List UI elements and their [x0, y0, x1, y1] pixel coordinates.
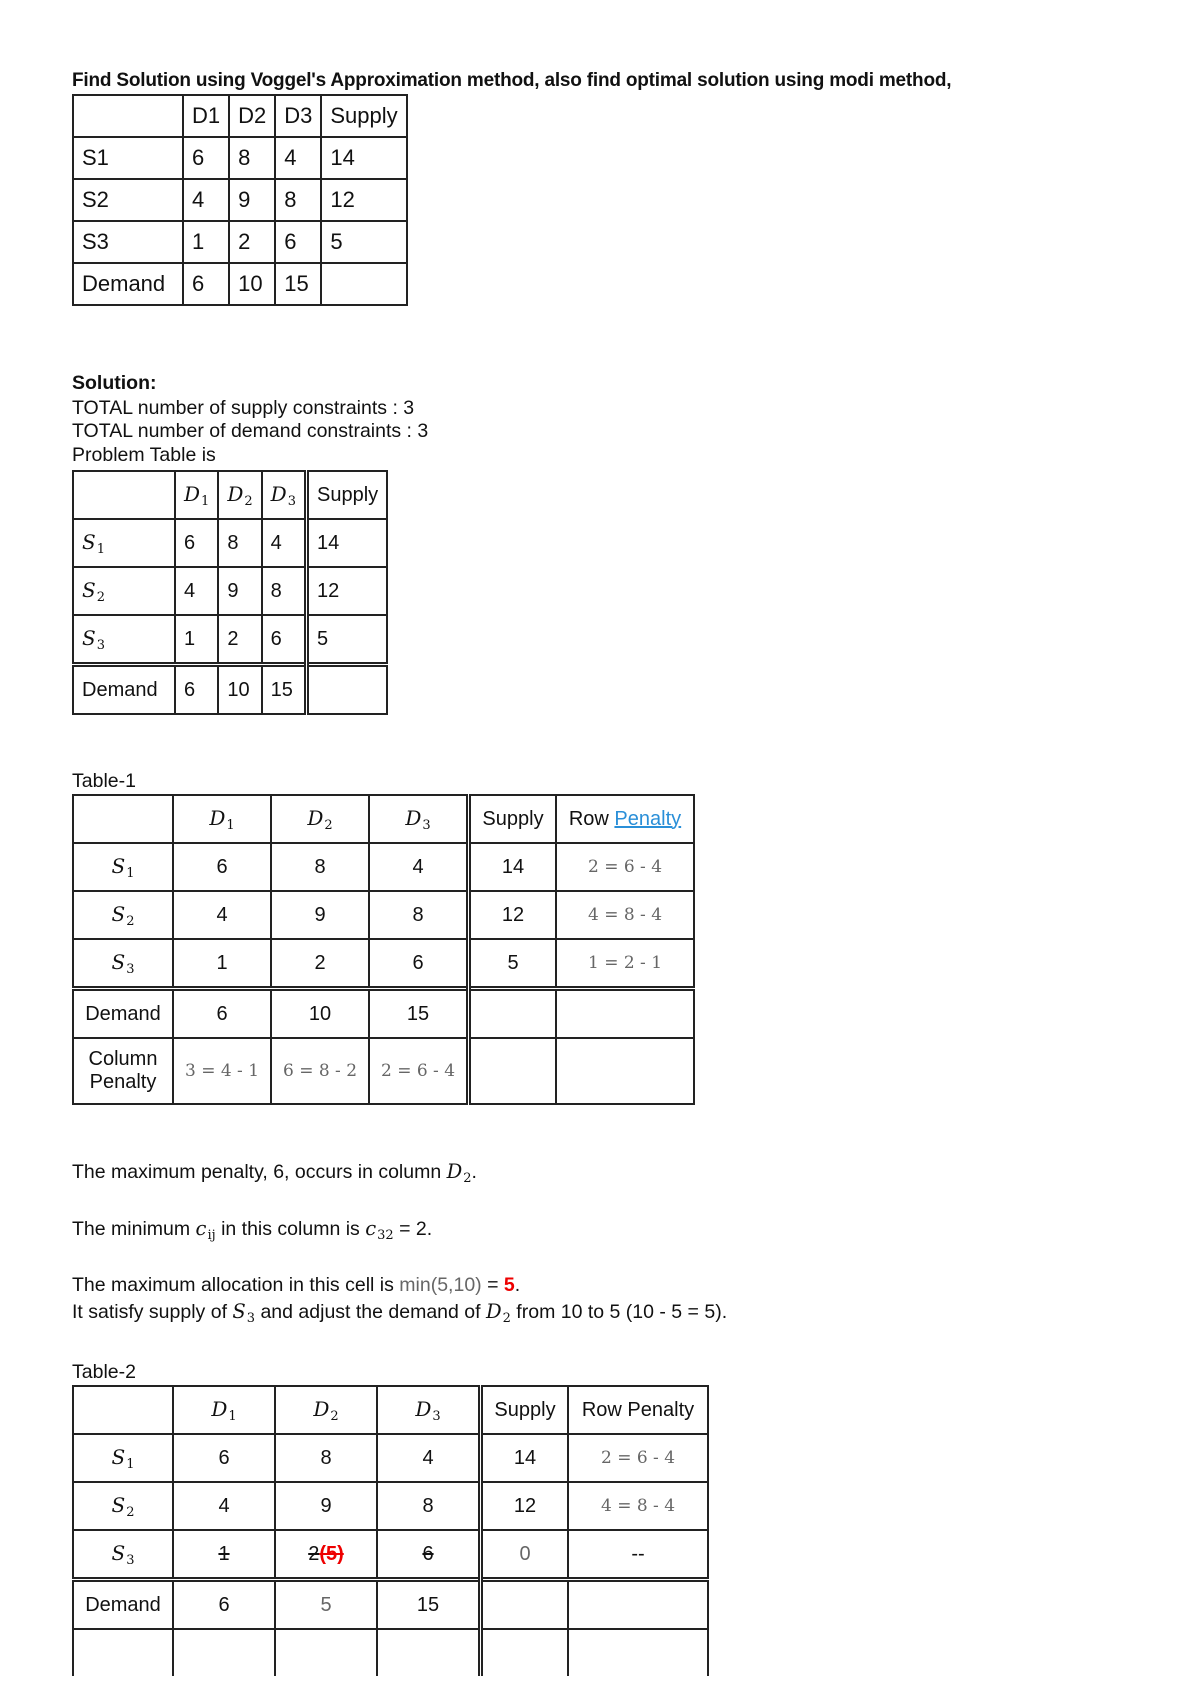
- row-penalty-prefix: Row: [568, 807, 615, 830]
- table-cell: [275, 1530, 377, 1580]
- table-row: [73, 1580, 708, 1630]
- supply-constraints-line: TOTAL number of supply constraints : 3: [72, 397, 415, 419]
- table-cell: 12: [306, 567, 387, 615]
- row-penalty-cell: --: [568, 1530, 708, 1580]
- table-cell: [306, 665, 387, 715]
- text: The minimum: [72, 1218, 196, 1240]
- table-cell: 6: [183, 137, 229, 179]
- table-cell: $S_1$: [73, 519, 175, 567]
- table-cell: 8: [271, 843, 369, 891]
- text: in this column is: [215, 1218, 366, 1240]
- table-cell: 10: [229, 263, 275, 305]
- table-cell: 10: [218, 665, 261, 715]
- table-cell: 4: [377, 1434, 481, 1482]
- row-penalty-cell: 2 = 6 - 4: [568, 1434, 708, 1482]
- explanation-line-2: The minimum $c_{ij}$ in this column is $c_{32} = 2$.: [72, 1217, 433, 1243]
- problem-title: Find Solution using Voggel's Approximation method, also find optimal solution using modi method,: [72, 70, 952, 91]
- table-header: Row Penalty: [568, 1386, 708, 1434]
- table-cell: 15: [275, 263, 321, 305]
- table-cell: S2: [73, 179, 183, 221]
- table-cell: 5: [306, 615, 387, 665]
- explanation-line-3: [72, 1274, 520, 1297]
- allocation-value: 5: [503, 1274, 515, 1296]
- table-cell: 6: [173, 1434, 275, 1482]
- table-cell: 4: [183, 179, 229, 221]
- table-cell: $S_2$: [73, 891, 173, 939]
- table-header: [556, 795, 694, 843]
- table-header: D1: [183, 95, 229, 137]
- row-penalty-cell: 2 = 6 - 4: [556, 843, 694, 891]
- table-cell: 4: [275, 137, 321, 179]
- table1: [72, 794, 695, 1105]
- table1-caption: Table-1: [72, 770, 136, 792]
- table-cell: 14: [481, 1434, 569, 1482]
- table-cell: [469, 1038, 557, 1104]
- table-row: [73, 843, 694, 891]
- table-cell: 15: [262, 665, 307, 715]
- table-cell: [556, 989, 694, 1039]
- table-cell: 12: [321, 179, 406, 221]
- table-cell: 5: [275, 1580, 377, 1630]
- table-cell: $S_2$: [73, 1482, 173, 1530]
- table-cell: 2: [218, 615, 261, 665]
- table-cell: [73, 471, 175, 519]
- min-expression: min(5,10): [399, 1274, 482, 1296]
- text: It satisfy supply of: [72, 1301, 233, 1323]
- penalty-link[interactable]: Penalty: [614, 807, 682, 830]
- table-row: [73, 567, 387, 615]
- column-penalty-cell: 6 = 8 - 2: [271, 1038, 369, 1104]
- table-cell: [481, 1580, 569, 1630]
- row-penalty-cell: 4 = 8 - 4: [556, 891, 694, 939]
- table-cell: 4: [175, 567, 218, 615]
- table-cell: [469, 989, 557, 1039]
- text: .: [471, 1161, 477, 1183]
- table-cell: 12: [469, 891, 557, 939]
- table-header: Supply: [321, 95, 406, 137]
- text: from 10 to 5 (10 - 5 = 5).: [510, 1301, 728, 1323]
- table-cell: 9: [229, 179, 275, 221]
- text: = 2.: [393, 1218, 433, 1240]
- table-cell: 6: [175, 665, 218, 715]
- table-cell: 6: [275, 221, 321, 263]
- text: and adjust the demand of: [255, 1301, 486, 1323]
- table-header: $D_1$: [173, 1386, 275, 1434]
- table-cell: [73, 1386, 173, 1434]
- table-cell: [568, 1580, 708, 1630]
- table-cell: $S_3$: [73, 939, 173, 989]
- table-row: [73, 795, 694, 843]
- table-header: $D_1$: [173, 795, 271, 843]
- table-header: $D_3$: [369, 795, 469, 843]
- table-cell: 4: [173, 891, 271, 939]
- column-penalty-label: Penalty: [89, 1071, 157, 1093]
- table-cell: 8: [369, 891, 469, 939]
- table-row: [73, 95, 407, 137]
- table-header: $D_2$: [275, 1386, 377, 1434]
- table-cell: 6: [262, 615, 307, 665]
- table-cell: Demand: [73, 1580, 173, 1630]
- table-cell: 9: [218, 567, 261, 615]
- table2: [72, 1385, 709, 1676]
- allocation-value: (5): [319, 1542, 344, 1565]
- table-cell: Demand: [73, 665, 175, 715]
- problem-table-caption: Problem Table is: [72, 444, 216, 466]
- table-row: [73, 1038, 694, 1104]
- table-cell: [73, 1038, 173, 1104]
- text: The maximum allocation in this cell is: [72, 1274, 400, 1296]
- table-cell: 4: [369, 843, 469, 891]
- table-cell: 6: [173, 989, 271, 1039]
- table-row: [73, 1386, 708, 1434]
- table-row: [73, 891, 694, 939]
- solution-heading: Solution:: [72, 372, 157, 394]
- table-row: [73, 221, 407, 263]
- table-cell: 1: [173, 939, 271, 989]
- table-cell: 4: [173, 1482, 275, 1530]
- row-penalty-cell: 1 = 2 - 1: [556, 939, 694, 989]
- table-row: [73, 471, 387, 519]
- table-cell: [481, 1629, 569, 1676]
- table-cell: 4: [262, 519, 307, 567]
- table-cell: [377, 1629, 481, 1676]
- table-row: [73, 1434, 708, 1482]
- table-header: Supply: [481, 1386, 569, 1434]
- table-row: [73, 989, 694, 1039]
- struck-cost: 6: [422, 1542, 434, 1565]
- column-penalty-cell: 3 = 4 - 1: [173, 1038, 271, 1104]
- table-cell: 12: [481, 1482, 569, 1530]
- text: .: [514, 1274, 521, 1296]
- table-row: [73, 665, 387, 715]
- table-row: [73, 263, 407, 305]
- question-table: [72, 94, 408, 306]
- table-cell: 10: [271, 989, 369, 1039]
- table-header: D2: [229, 95, 275, 137]
- table-header: $D_3$: [377, 1386, 481, 1434]
- table-cell: 9: [275, 1482, 377, 1530]
- table-row: [73, 1629, 708, 1676]
- table-cell: $S_3$: [73, 615, 175, 665]
- table-cell: [173, 1530, 275, 1580]
- table-cell: 14: [469, 843, 557, 891]
- table-cell: S3: [73, 221, 183, 263]
- table-header: D3: [275, 95, 321, 137]
- table-cell: 14: [321, 137, 406, 179]
- table-cell: [321, 263, 406, 305]
- table-cell: 1: [175, 615, 218, 665]
- table-row: [73, 1482, 708, 1530]
- table-cell: [377, 1530, 481, 1580]
- table-row: [73, 615, 387, 665]
- table-cell: [568, 1629, 708, 1676]
- table-cell: [73, 1629, 173, 1676]
- table-header: $D_3$: [262, 471, 307, 519]
- table-cell: 6: [173, 1580, 275, 1630]
- table-cell: 6: [173, 843, 271, 891]
- table-row: [73, 939, 694, 989]
- row-penalty-cell: 4 = 8 - 4: [568, 1482, 708, 1530]
- explanation-line-4: It satisfy supply of $S_3$ and adjust the demand of $D_2$ from 10 to 5 (10 - 5 = 5).: [72, 1300, 728, 1326]
- demand-constraints-line: TOTAL number of demand constraints : 3: [72, 420, 429, 442]
- table-cell: [173, 1629, 275, 1676]
- table-cell: 2: [229, 221, 275, 263]
- problem-table: [72, 470, 388, 715]
- text: =: [481, 1274, 504, 1296]
- table-cell: [73, 95, 183, 137]
- table-header: $D_2$: [271, 795, 369, 843]
- column-penalty-label: Column: [88, 1048, 158, 1070]
- table-cell: 8: [275, 1434, 377, 1482]
- table-cell: Demand: [73, 989, 173, 1039]
- table-cell: S1: [73, 137, 183, 179]
- table-cell: 2: [271, 939, 369, 989]
- table-cell: 8: [262, 567, 307, 615]
- struck-cost: 2: [308, 1542, 320, 1565]
- table-cell: [73, 795, 173, 843]
- table-cell: $S_1$: [73, 843, 173, 891]
- table-cell: 15: [369, 989, 469, 1039]
- table-cell: [275, 1629, 377, 1676]
- table-cell: 5: [321, 221, 406, 263]
- table-row: [73, 179, 407, 221]
- table2-caption: Table-2: [72, 1361, 136, 1383]
- table-header: $D_2$: [218, 471, 261, 519]
- table-cell: Demand: [73, 263, 183, 305]
- text: The maximum penalty, 6, occurs in column: [72, 1161, 447, 1183]
- table-cell: 5: [469, 939, 557, 989]
- table-header: Supply: [469, 795, 557, 843]
- table-header: $D_1$: [175, 471, 218, 519]
- table-cell: 14: [306, 519, 387, 567]
- table-cell: $S_2$: [73, 567, 175, 615]
- struck-cost: 1: [218, 1542, 230, 1565]
- table-header: Supply: [306, 471, 387, 519]
- table-cell: 1: [183, 221, 229, 263]
- table-cell: 6: [369, 939, 469, 989]
- table-cell: 8: [218, 519, 261, 567]
- column-penalty-cell: 2 = 6 - 4: [369, 1038, 469, 1104]
- table-cell: 0: [481, 1530, 569, 1580]
- table-cell: [556, 1038, 694, 1104]
- table-cell: 15: [377, 1580, 481, 1630]
- table-cell: 8: [377, 1482, 481, 1530]
- table-cell: 8: [275, 179, 321, 221]
- explanation-line-1: The maximum penalty, 6, occurs in column $D_2$.: [72, 1160, 477, 1186]
- table-row: [73, 1530, 708, 1580]
- table-cell: 9: [271, 891, 369, 939]
- table-cell: $S_3$: [73, 1530, 173, 1580]
- table-cell: 6: [183, 263, 229, 305]
- table-row: [73, 519, 387, 567]
- table-cell: $S_1$: [73, 1434, 173, 1482]
- table-cell: 6: [175, 519, 218, 567]
- table-cell: 8: [229, 137, 275, 179]
- table-row: [73, 137, 407, 179]
